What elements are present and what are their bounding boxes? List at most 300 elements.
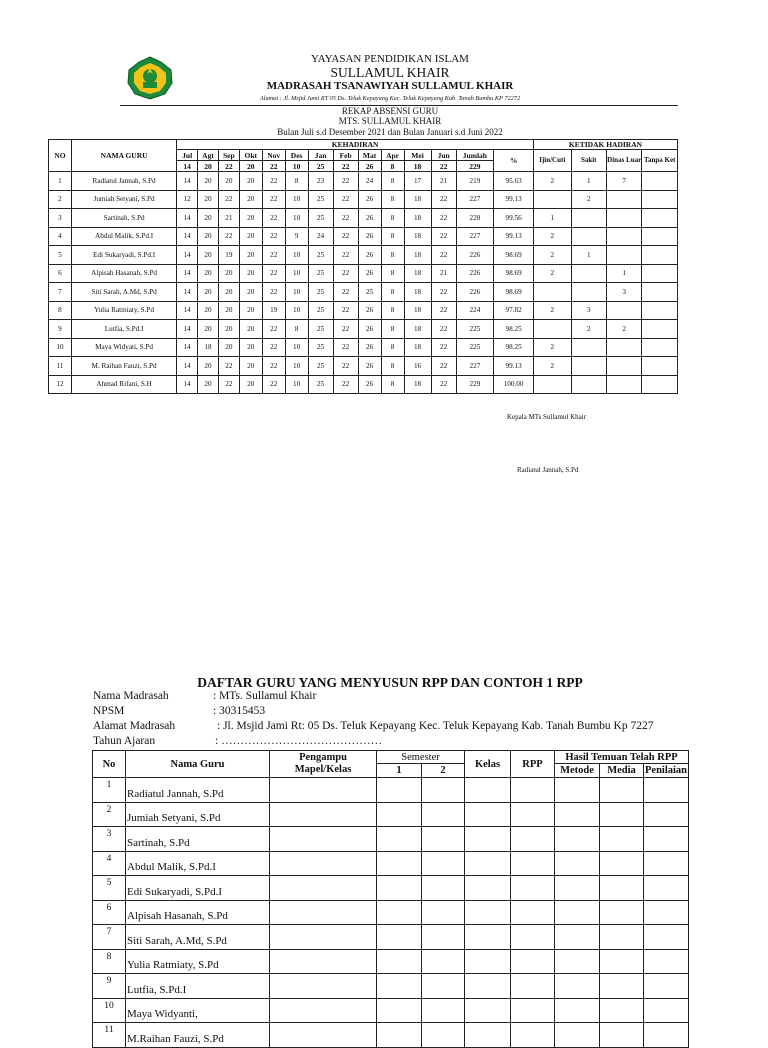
absence-count: 2 <box>533 301 571 320</box>
attendance-count: 20 <box>239 172 262 191</box>
month-header: Jan <box>308 150 333 161</box>
rpp-row <box>93 778 689 803</box>
rpp-empty-cell <box>644 778 689 803</box>
rpp-empty-cell <box>422 974 465 999</box>
attendance-count: 22 <box>431 338 456 357</box>
attendance-count: 20 <box>218 264 239 283</box>
rpp-empty-cell <box>465 1023 511 1048</box>
attendance-count: 26 <box>358 264 381 283</box>
absence-count <box>642 246 678 265</box>
school-name: MADRASAH TSANAWIYAH SULLAMUL KHAIR <box>266 80 514 92</box>
rpp-row-number: 5 <box>93 876 126 901</box>
absence-count <box>642 338 678 357</box>
absence-count <box>606 338 641 357</box>
rpp-empty-cell <box>511 974 555 999</box>
absence-count <box>642 172 678 191</box>
attendance-count: 22 <box>262 283 285 302</box>
attendance-count: 8 <box>285 172 308 191</box>
attendance-count: 22 <box>333 246 358 265</box>
attendance-percent: 99.13 <box>494 357 534 376</box>
row-number: 8 <box>49 301 72 320</box>
madrasah-logo <box>126 56 174 100</box>
attendance-percent: 99.13 <box>494 190 534 209</box>
rpp-empty-cell <box>377 925 422 950</box>
attendance-count: 24 <box>358 172 381 191</box>
absence-count <box>606 301 641 320</box>
working-days-header: 8 <box>381 161 404 172</box>
info-label: Alamat Madrasah <box>93 720 176 732</box>
rpp-empty-cell <box>600 925 644 950</box>
month-header: Des <box>285 150 308 161</box>
attendance-percent: 98.25 <box>494 320 534 339</box>
attendance-count: 22 <box>262 172 285 191</box>
attendance-count: 8 <box>381 190 404 209</box>
semester-1-header: 1 <box>377 764 422 778</box>
rpp-empty-cell <box>555 778 600 803</box>
rpp-empty-cell <box>465 802 511 827</box>
rpp-empty-cell <box>644 1023 689 1048</box>
rpp-empty-cell <box>600 851 644 876</box>
rpp-empty-cell <box>644 851 689 876</box>
rpp-empty-cell <box>465 876 511 901</box>
attendance-count: 22 <box>218 357 239 376</box>
row-number: 5 <box>49 246 72 265</box>
attendance-period: Bulan Juli s.d Desember 2021 dan Bulan Januari s.d Juni 2022 <box>277 127 503 137</box>
rpp-empty-cell <box>377 998 422 1023</box>
absence-count <box>642 227 678 246</box>
info-value: : Jl. Msjid Jami Rt: 05 Ds. Teluk Kepayang Kec. Teluk Kepayang Kab. Tanah Bumbu Kp 7227 <box>217 720 654 732</box>
rpp-row-number: 4 <box>93 851 126 876</box>
attendance-count: 14 <box>177 301 198 320</box>
attendance-count: 20 <box>198 172 219 191</box>
attendance-count: 22 <box>262 357 285 376</box>
absence-count <box>606 209 641 228</box>
col-name-header: NAMA GURU <box>71 140 176 172</box>
rpp-col-name-header: Nama Guru <box>126 751 270 778</box>
semester-header: Semester <box>377 751 465 764</box>
rpp-row <box>93 827 689 852</box>
attendance-count: 22 <box>333 338 358 357</box>
attendance-count: 14 <box>177 320 198 339</box>
rpp-empty-cell <box>422 1023 465 1048</box>
working-days-header: 25 <box>308 161 333 172</box>
rpp-row <box>93 851 689 876</box>
rpp-empty-cell <box>555 876 600 901</box>
absence-count: 2 <box>533 264 571 283</box>
absence-count <box>533 283 571 302</box>
rpp-row-number: 7 <box>93 925 126 950</box>
attendance-count: 22 <box>431 357 456 376</box>
attendance-count: 20 <box>239 375 262 394</box>
pengampu-header: Pengampu Mapel/Kelas <box>270 751 377 778</box>
rpp-empty-cell <box>422 900 465 925</box>
attendance-count: 20 <box>198 357 219 376</box>
institution-name: SULLAMUL KHAIR <box>330 65 450 80</box>
rpp-empty-cell <box>555 851 600 876</box>
attendance-count: 25 <box>308 338 333 357</box>
attendance-count: 26 <box>358 227 381 246</box>
attendance-count: 20 <box>239 264 262 283</box>
rpp-empty-cell <box>511 827 555 852</box>
absence-count <box>571 338 606 357</box>
rpp-empty-cell <box>511 949 555 974</box>
attendance-percent: 95.63 <box>494 172 534 191</box>
rpp-empty-cell <box>270 974 377 999</box>
working-days-header: 10 <box>285 161 308 172</box>
rpp-empty-cell <box>511 998 555 1023</box>
rpp-row <box>93 1023 689 1048</box>
rpp-empty-cell <box>465 974 511 999</box>
attendance-count: 22 <box>333 209 358 228</box>
rpp-empty-cell <box>511 851 555 876</box>
rpp-empty-cell <box>644 974 689 999</box>
rpp-empty-cell <box>422 802 465 827</box>
rpp-row <box>93 876 689 901</box>
foundation-name: YAYASAN PENDIDIKAN ISLAM <box>311 53 469 65</box>
attendance-count: 22 <box>333 227 358 246</box>
attendance-count: 227 <box>456 227 494 246</box>
month-header: Jun <box>431 150 456 161</box>
attendance-count: 22 <box>431 320 456 339</box>
attendance-count: 8 <box>381 227 404 246</box>
attendance-count: 21 <box>431 172 456 191</box>
attendance-count: 20 <box>198 227 219 246</box>
attendance-count: 20 <box>198 264 219 283</box>
absence-count <box>642 264 678 283</box>
rpp-empty-cell <box>511 802 555 827</box>
row-number: 12 <box>49 375 72 394</box>
absence-count <box>642 357 678 376</box>
month-header: Jumlah <box>456 150 494 161</box>
attendance-count: 22 <box>333 264 358 283</box>
rpp-empty-cell <box>270 876 377 901</box>
rpp-empty-cell <box>511 778 555 803</box>
attendance-count: 22 <box>218 190 239 209</box>
rpp-empty-cell <box>511 1023 555 1048</box>
signature-title: Kepala MTs Sullamul Khair <box>507 413 587 421</box>
attendance-count: 20 <box>218 320 239 339</box>
working-days-header: 20 <box>239 161 262 172</box>
rpp-row-number: 1 <box>93 778 126 803</box>
rpp-empty-cell <box>422 778 465 803</box>
rpp-empty-cell <box>644 949 689 974</box>
attendance-count: 224 <box>456 301 494 320</box>
absence-count <box>606 227 641 246</box>
absence-count: 1 <box>571 246 606 265</box>
absence-type-header: Sakit <box>571 150 606 172</box>
attendance-count: 22 <box>431 246 456 265</box>
attendance-count: 20 <box>239 190 262 209</box>
attendance-row <box>49 227 678 246</box>
attendance-count: 22 <box>431 283 456 302</box>
rpp-teacher-name: Edi Sukaryadi, S.Pd.I <box>126 876 270 901</box>
attendance-count: 8 <box>381 301 404 320</box>
rpp-empty-cell <box>422 998 465 1023</box>
absence-count <box>606 357 641 376</box>
percent-header: % <box>494 150 534 172</box>
attendance-count: 20 <box>239 227 262 246</box>
teacher-name: Yulia Ratmiaty, S.Pd <box>71 301 176 320</box>
attendance-count: 10 <box>285 264 308 283</box>
attendance-count: 8 <box>381 264 404 283</box>
attendance-count: 14 <box>177 172 198 191</box>
attendance-count: 24 <box>308 227 333 246</box>
month-header: Nov <box>262 150 285 161</box>
absence-count <box>571 264 606 283</box>
absence-count: 2 <box>571 320 606 339</box>
attendance-count: 25 <box>308 190 333 209</box>
attendance-count: 25 <box>308 357 333 376</box>
attendance-count: 20 <box>198 190 219 209</box>
attendance-count: 20 <box>198 209 219 228</box>
attendance-count: 219 <box>456 172 494 191</box>
attendance-count: 9 <box>285 227 308 246</box>
rpp-empty-cell <box>600 998 644 1023</box>
attendance-percent: 100.00 <box>494 375 534 394</box>
rpp-teacher-name: Lutfia, S.Pd.I <box>126 974 270 999</box>
rpp-empty-cell <box>465 827 511 852</box>
rpp-row <box>93 998 689 1023</box>
absence-count <box>642 283 678 302</box>
rpp-row-number: 3 <box>93 827 126 852</box>
absence-count: 2 <box>533 357 571 376</box>
teacher-name: Edi Sukaryadi, S.Pd.I <box>71 246 176 265</box>
rpp-empty-cell <box>600 974 644 999</box>
attendance-count: 8 <box>381 283 404 302</box>
rpp-row <box>93 974 689 999</box>
rpp-empty-cell <box>422 949 465 974</box>
attendance-count: 12 <box>177 190 198 209</box>
rpp-empty-cell <box>555 925 600 950</box>
attendance-count: 25 <box>308 320 333 339</box>
media-header: Media <box>600 764 644 778</box>
attendance-count: 22 <box>262 320 285 339</box>
working-days-header: 22 <box>262 161 285 172</box>
rpp-empty-cell <box>377 802 422 827</box>
row-number: 3 <box>49 209 72 228</box>
rpp-row <box>93 802 689 827</box>
attendance-count: 26 <box>358 246 381 265</box>
rpp-empty-cell <box>511 900 555 925</box>
rpp-empty-cell <box>465 851 511 876</box>
rpp-empty-cell <box>422 876 465 901</box>
teacher-name: Maya Widyati, S.Pd <box>71 338 176 357</box>
attendance-row <box>49 172 678 191</box>
attendance-count: 26 <box>358 375 381 394</box>
month-header: Agt <box>198 150 219 161</box>
rpp-empty-cell <box>644 876 689 901</box>
rpp-row <box>93 925 689 950</box>
attendance-count: 20 <box>239 209 262 228</box>
row-number: 11 <box>49 357 72 376</box>
attendance-count: 20 <box>198 320 219 339</box>
rpp-empty-cell <box>377 778 422 803</box>
attendance-count: 8 <box>285 320 308 339</box>
row-number: 2 <box>49 190 72 209</box>
absence-count: 3 <box>571 301 606 320</box>
attendance-count: 26 <box>358 209 381 228</box>
attendance-count: 20 <box>218 283 239 302</box>
attendance-count: 14 <box>177 227 198 246</box>
rpp-empty-cell <box>270 1023 377 1048</box>
row-number: 10 <box>49 338 72 357</box>
metode-header: Metode <box>555 764 600 778</box>
attendance-row <box>49 338 678 357</box>
attendance-count: 22 <box>333 301 358 320</box>
month-header: Mat <box>358 150 381 161</box>
absence-count <box>642 301 678 320</box>
ketidakhadiran-header: KETIDAK HADIRAN <box>533 140 677 150</box>
attendance-count: 22 <box>333 283 358 302</box>
attendance-count: 18 <box>404 375 431 394</box>
attendance-count: 18 <box>404 190 431 209</box>
attendance-count: 22 <box>431 227 456 246</box>
attendance-table <box>48 139 678 394</box>
absence-count <box>606 246 641 265</box>
rpp-row-number: 11 <box>93 1023 126 1048</box>
absence-type-header: Tanpa Ket <box>642 150 678 172</box>
attendance-count: 227 <box>456 357 494 376</box>
attendance-count: 26 <box>358 338 381 357</box>
attendance-count: 8 <box>381 375 404 394</box>
attendance-count: 18 <box>404 320 431 339</box>
rpp-teacher-name: Abdul Malik, S.Pd.I <box>126 851 270 876</box>
teacher-name: Abdul Malik, S.Pd.I <box>71 227 176 246</box>
attendance-count: 25 <box>308 375 333 394</box>
rpp-empty-cell <box>377 1023 422 1048</box>
rpp-empty-cell <box>600 802 644 827</box>
attendance-row <box>49 375 678 394</box>
attendance-count: 18 <box>404 246 431 265</box>
attendance-count: 22 <box>218 227 239 246</box>
rpp-empty-cell <box>465 998 511 1023</box>
attendance-count: 18 <box>404 264 431 283</box>
rpp-teacher-name: Sartinah, S.Pd <box>126 827 270 852</box>
attendance-count: 14 <box>177 264 198 283</box>
rpp-empty-cell <box>270 925 377 950</box>
absence-count <box>606 375 641 394</box>
attendance-count: 20 <box>239 320 262 339</box>
rpp-empty-cell <box>555 802 600 827</box>
attendance-row <box>49 246 678 265</box>
rpp-teacher-name: Maya Widyanti, <box>126 998 270 1023</box>
teacher-name: Jumiah Setyani, S.Pd <box>71 190 176 209</box>
attendance-count: 26 <box>358 357 381 376</box>
rpp-empty-cell <box>422 851 465 876</box>
rpp-empty-cell <box>270 827 377 852</box>
attendance-count: 26 <box>358 301 381 320</box>
rpp-empty-cell <box>644 827 689 852</box>
rpp-header-row-1 <box>93 751 689 764</box>
attendance-count: 10 <box>285 190 308 209</box>
attendance-percent: 98.69 <box>494 283 534 302</box>
attendance-count: 225 <box>456 338 494 357</box>
rpp-empty-cell <box>511 925 555 950</box>
rpp-col-no-header: No <box>93 751 126 778</box>
attendance-count: 14 <box>177 209 198 228</box>
attendance-row <box>49 190 678 209</box>
rpp-empty-cell <box>422 827 465 852</box>
rpp-empty-cell <box>511 876 555 901</box>
attendance-count: 10 <box>285 375 308 394</box>
rpp-teacher-name: Alpisah Hasanah, S.Pd <box>126 900 270 925</box>
rpp-empty-cell <box>270 851 377 876</box>
attendance-count: 8 <box>381 209 404 228</box>
rpp-empty-cell <box>465 778 511 803</box>
attendance-percent: 98.69 <box>494 246 534 265</box>
col-no-header: NO <box>49 140 72 172</box>
rpp-empty-cell <box>465 900 511 925</box>
attendance-row <box>49 209 678 228</box>
teacher-name: Ahmad Rifani, S.H <box>71 375 176 394</box>
attendance-count: 22 <box>262 190 285 209</box>
rpp-empty-cell <box>555 949 600 974</box>
rpp-row-number: 6 <box>93 900 126 925</box>
attendance-count: 20 <box>239 246 262 265</box>
attendance-count: 25 <box>308 264 333 283</box>
absence-count: 1 <box>533 209 571 228</box>
month-header: Okt <box>239 150 262 161</box>
attendance-count: 19 <box>262 301 285 320</box>
rpp-teacher-name: Radiatul Jannah, S.Pd <box>126 778 270 803</box>
row-number: 7 <box>49 283 72 302</box>
attendance-count: 22 <box>262 209 285 228</box>
teacher-name: Lutfia, S.Pd.I <box>71 320 176 339</box>
absence-count: 2 <box>533 338 571 357</box>
attendance-count: 8 <box>381 320 404 339</box>
temuan-header: Hasil Temuan Telah RPP <box>555 751 689 764</box>
attendance-count: 228 <box>456 209 494 228</box>
attendance-subtitle: MTS. SULLAMUL KHAIR <box>338 116 442 126</box>
attendance-count: 20 <box>218 338 239 357</box>
info-label: NPSM <box>93 705 125 717</box>
month-header: Jul <box>177 150 198 161</box>
attendance-count: 22 <box>333 190 358 209</box>
attendance-count: 14 <box>177 246 198 265</box>
attendance-count: 19 <box>218 246 239 265</box>
attendance-count: 22 <box>333 320 358 339</box>
attendance-count: 20 <box>198 246 219 265</box>
absence-count <box>571 375 606 394</box>
absence-count <box>642 375 678 394</box>
attendance-count: 25 <box>358 283 381 302</box>
attendance-count: 226 <box>456 246 494 265</box>
absence-count: 2 <box>571 190 606 209</box>
attendance-count: 18 <box>404 209 431 228</box>
attendance-count: 226 <box>456 264 494 283</box>
absence-count <box>642 320 678 339</box>
rpp-empty-cell <box>270 778 377 803</box>
attendance-count: 21 <box>218 209 239 228</box>
attendance-count: 23 <box>308 172 333 191</box>
teacher-name: Radiatul Jannah, S.Pd <box>71 172 176 191</box>
absence-count <box>571 209 606 228</box>
attendance-count: 229 <box>456 375 494 394</box>
attendance-count: 20 <box>239 357 262 376</box>
attendance-percent: 98.25 <box>494 338 534 357</box>
rpp-empty-cell <box>270 802 377 827</box>
absence-count <box>571 283 606 302</box>
rpp-empty-cell <box>270 998 377 1023</box>
attendance-count: 8 <box>381 357 404 376</box>
rpp-empty-cell <box>555 900 600 925</box>
attendance-count: 25 <box>308 283 333 302</box>
attendance-count: 22 <box>431 301 456 320</box>
month-header: Mei <box>404 150 431 161</box>
attendance-count: 10 <box>285 209 308 228</box>
attendance-count: 18 <box>198 338 219 357</box>
attendance-count: 20 <box>239 301 262 320</box>
